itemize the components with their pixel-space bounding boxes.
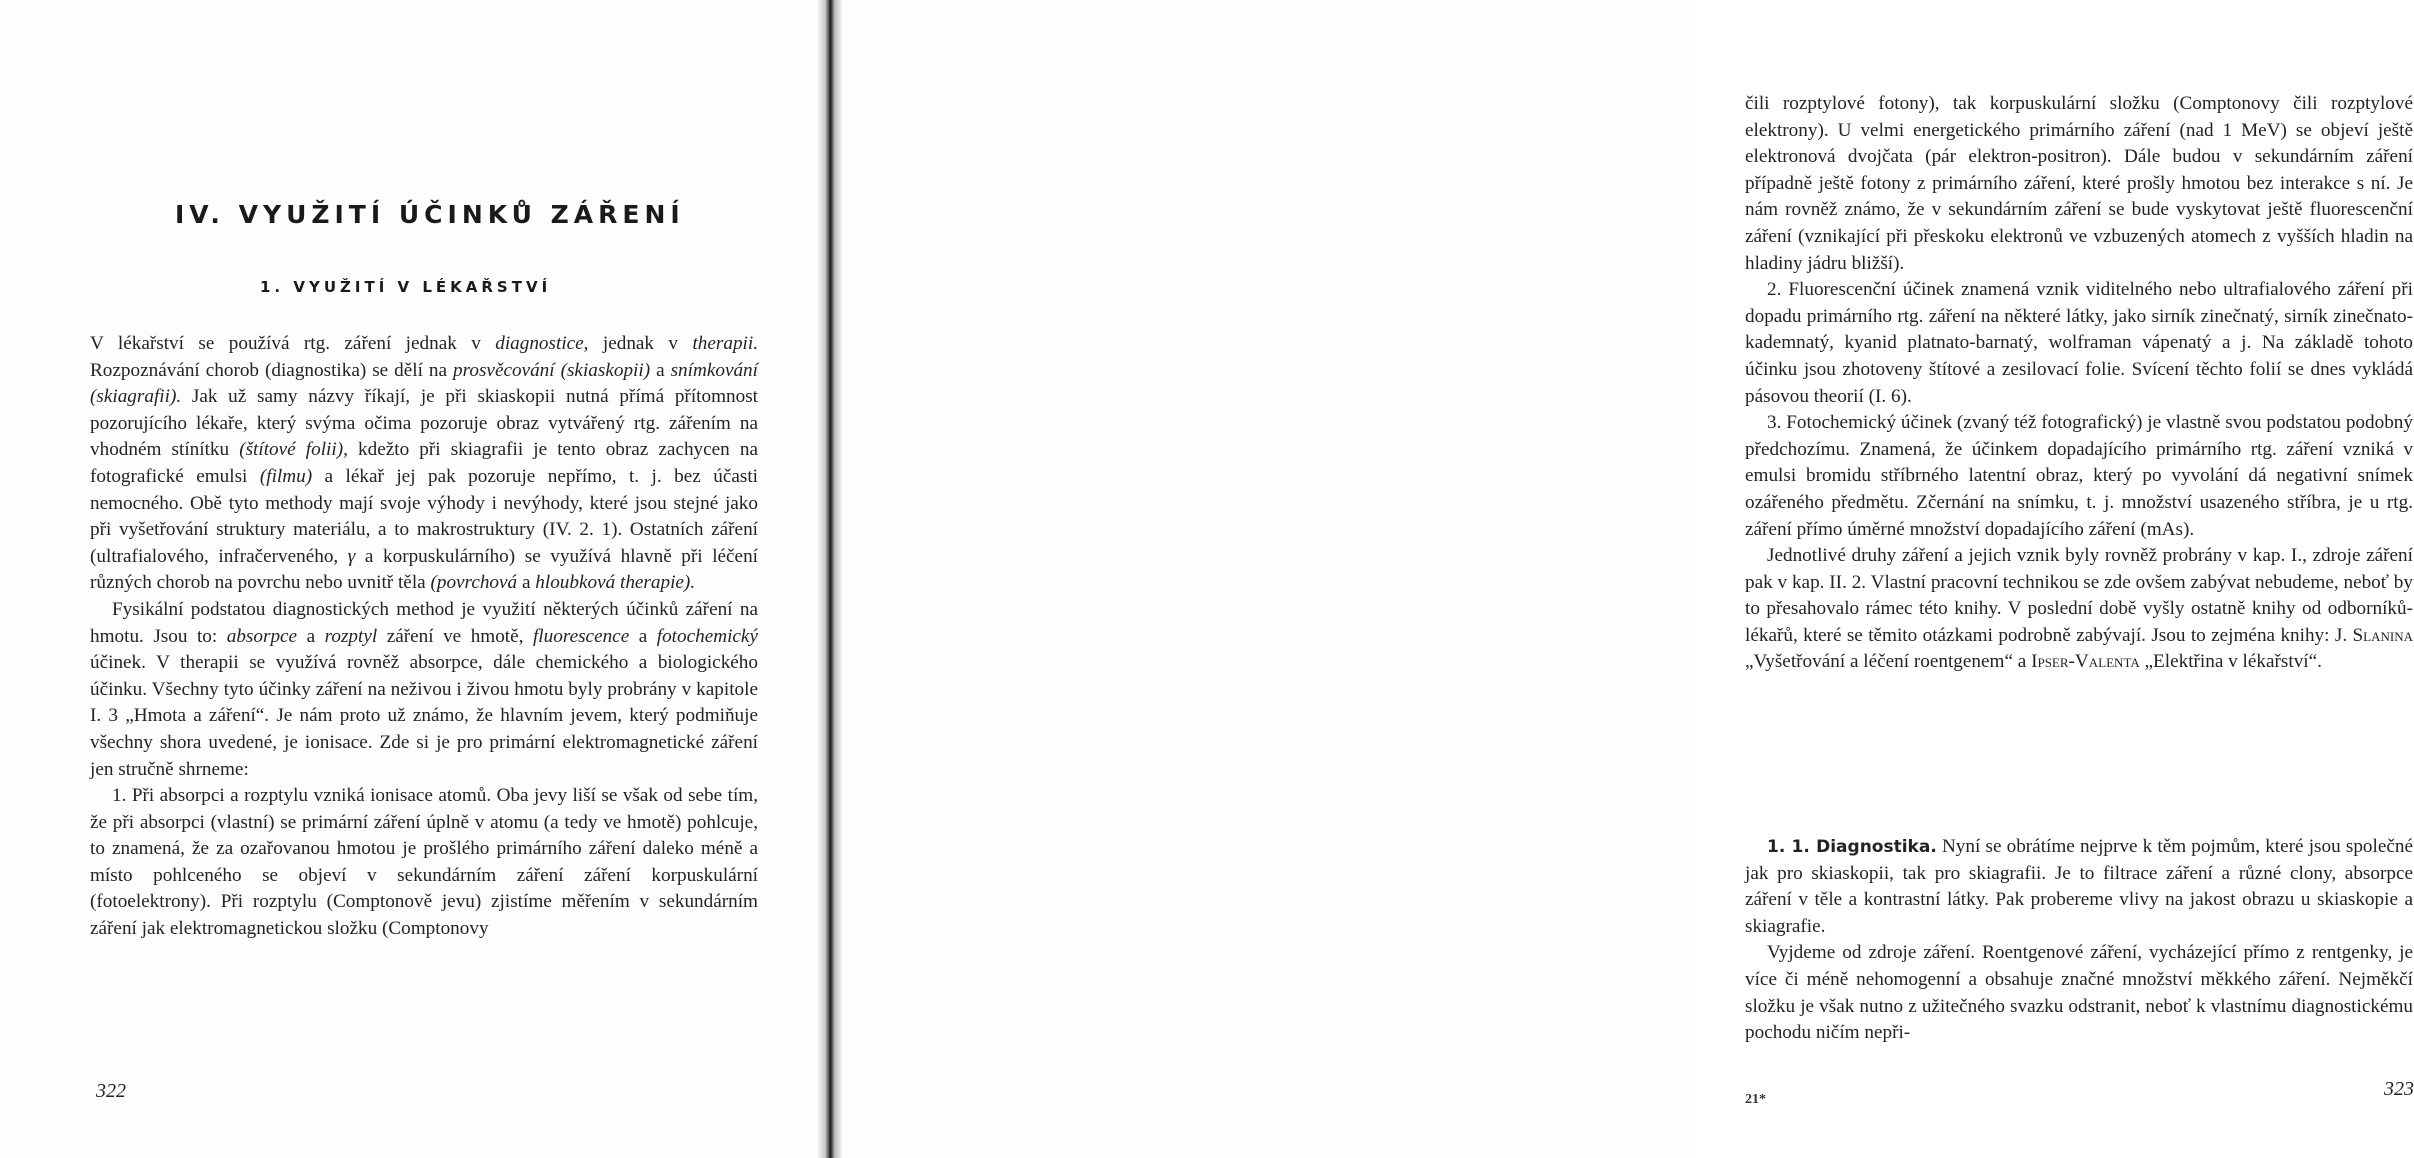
left-body-text — [90, 331, 758, 943]
paragraph: Jednotlivé druhy záření a jejich vznik byly rovněž probrány v kap. I., zdroje záření pak v kap. II. 2. Vlastní pracovní technikou se zde ovšem zabývat nebudeme, neboť by to přesahovalo rámec této knihy. V poslední době vyšly ostatně knihy od odborníků-lékařů, které se těmito otázkami podrobně zabývají. Jsou to zejména knihy: J. Slanina „Vyšetřování a léčení roentgenem“ a Ipser-Valenta „Elektřina v lékařství“. — [1745, 545, 2413, 673]
right-page — [830, 0, 2414, 1158]
paragraph: Fysikální podstatou diagnostických method je využití některých účinků záření na hmotu. Jsou to: absorpce a rozptyl záření ve hmotě, fluorescence a fotochemický účinek. V therapii se využívá rovněž absorpce, dále chemického a biologického účinku. Všechny tyto účinky záření na neživou i živou hmotu byly probrány v kapitole I. 3 „Hmota a záření“. Je nám proto už známo, že hlavním jevem, který podmiňuje všechny shora uvedené, je ionisace. Zde si je pro primární elektromagnetické záření jen stručně shrneme: — [90, 598, 758, 780]
right-body-text — [1745, 91, 2413, 676]
chapter-title: IV. VYUŽITÍ ÚČINKŮ ZÁŘENÍ — [175, 200, 685, 229]
paragraph: V lékařství se používá rtg. záření jednak v diagnostice, jednak v therapii. Rozpoznávání chorob (diagnostika) se dělí na prosvěcování (skiaskopii) a snímkování (skiagrafii). Jak už samy názvy říkají, je při skiaskopii nutná přímá přítomnost pozorujícího lékaře, který svýma očima pozoruje obraz vytvářený rtg. zářením na vhodném stínítku (štítové folii), kdežto při skiagrafii je tento obraz zachycen na fotografické emulsi (filmu) a lékař jej pak pozoruje nepřímo, t. j. bez účasti nemocného. Obě tyto methody mají svoje výhody i nevýhody, které jsou stejné jako při vyšetřování struktury materiálu, a to makrostruktury (IV. 2. 1). Ostatních záření (ultrafialového, infračerveného, γ a korpuskulárního) se využívá hlavně při léčení různých chorob na povrchu nebo uvnitř těla (povrchová a hloubková therapie). — [90, 333, 758, 594]
page-number: 323 — [2384, 1078, 2414, 1100]
paragraph: čili rozptylové fotony), tak korpuskulární složku (Comptonovy čili rozptylové elektrony). U velmi energetického primárního záření (nad 1 MeV) se objeví ještě elektronová dvojčata (pár elektron-positron). Dále budou v sekundárním záření případně ještě fotony z primárního záření, které prošly hmotou bez interakce s ní. Je nám rovněž známo, že v sekundárním záření se bude vyskytovat ještě fluorescenční záření (vznikající při přeskoku elektronů ve vzbuzených atomech z vyšších hladin na hladiny jádru bližší). — [1745, 93, 2413, 274]
paragraph: 1. 1. Diagnostika. Nyní se obrátíme nejprve k těm pojmům, které jsou společné jak pro skiaskopii, tak pro skiagrafii. Je to filtrace záření a různé clony, absorpce záření v těle a kontrastní látky. Pak probereme vlivy na jakost obrazu u skiaskopie a skiagrafie. — [1745, 836, 2413, 937]
section-title: 1. VYUŽITÍ V LÉKAŘSTVÍ — [260, 278, 552, 296]
right-body-text-section — [1745, 834, 2413, 1047]
paragraph: 3. Fotochemický účinek (zvaný též fotografický) je vlastně svou podstatou podobný předchozímu. Znamená, že účinkem dopadajícího primárního rtg. záření vzniká v emulsi bromidu stříbrného latentní obraz, který po vyvolání dá negativní snímek ozářeného předmětu. Zčernání na snímku, t. j. množství usazeného stříbra, je u rtg. záření přímo úměrné množství dopadajícího záření (mAs). — [1745, 412, 2413, 540]
paragraph: 2. Fluorescenční účinek znamená vznik viditelného nebo ultrafialového záření při dopadu primárního rtg. záření na některé látky, jako sirník zinečnatý, sirník zinečnato-kademnatý, kyanid platnato-barnatý, wolframan vápenatý a j. Na základě tohoto účinku jsou zhotoveny štítové a zesilovací folie. Svícení těchto folií se dnes vykládá pásovou theorií (I. 6). — [1745, 279, 2413, 407]
signature-mark: 21* — [1745, 1092, 1766, 1107]
left-page — [0, 0, 826, 1158]
paragraph: 1. Při absorpci a rozptylu vzniká ionisace atomů. Oba jevy liší se však od sebe tím, že při absorpci (vlastní) se primární záření úplně v atomu (a tedy ve hmotě) pohlcuje, to znamená, že za ozařovanou hmotou je prošlého primárního záření daleko méně a místo pohlceného se objeví v sekundárním záření záření korpuskulární (fotoelektrony). Při rozptylu (Comptonově jevu) zjistíme měřením v sekundárním záření jak elektromagnetickou složku (Comptonovy — [90, 785, 758, 940]
subsection-heading: 1. 1. Diagnostika. — [1767, 837, 1937, 857]
paragraph: Vyjdeme od zdroje záření. Roentgenové záření, vycházející přímo z rentgenky, je více či méně nehomogenní a obsahuje značné množství měkkého záření. Nejměkčí složku je však nutno z užitečného svazku odstranit, neboť k vlastnímu diagnostickému pochodu ničím nepři- — [1745, 942, 2413, 1044]
page-number: 322 — [96, 1080, 126, 1102]
